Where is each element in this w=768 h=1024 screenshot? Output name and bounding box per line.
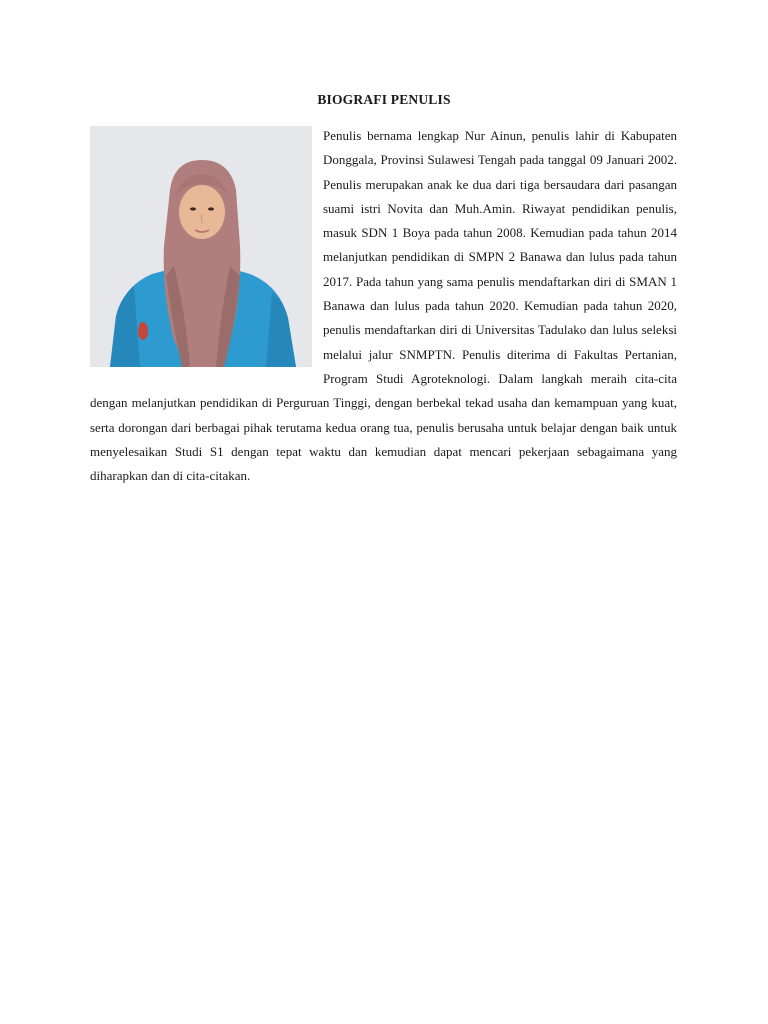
author-portrait	[90, 126, 312, 367]
biography-section	[90, 124, 677, 488]
biography-text: Penulis bernama lengkap Nur Ainun, penulis lahir di Kabupaten Donggala, Provinsi Sulawesi Tengah pada tanggal 09 Januari 2002. Penulis merupakan anak ke dua dari tiga bersaudara dari pasangan suami istri Novita dan Muh.Amin. Riwayat pendidikan penulis, masuk SDN 1 Boya pada tahun 2008. Kemudian pada tahun 2014 melanjutkan pendidikan di SMPN 2 Banawa dan lulus pada tahun 2017. Pada tahun yang sama penulis mendaftarkan diri di SMAN 1 Banawa dan lulus pada tahun 2020. Kemudian pada tahun 2020, penulis mendaftarkan diri di Universitas Tadulako dan lulus seleksi melalui jalur SNMPTN. Penulis diterima di Fakultas Pertanian, Program Studi Agroteknologi. Dalam langkah meraih cita-cita dengan melanjutkan pendidikan di Perguruan Tinggi, dengan berbekal tekad usaha dan kemampuan yang kuat, serta dorongan dari berbagai pihak terutama kedua orang tua, penulis berusaha untuk belajar dengan baik untuk menyelesaikan Studi S1 dengan tepat waktu dan kemudian dapat mencari pekerjaan sebagaimana yang diharapkan dan di cita-citakan.	[90, 128, 677, 484]
author-photo	[90, 126, 312, 367]
page-title: BIOGRAFI PENULIS	[317, 92, 451, 107]
